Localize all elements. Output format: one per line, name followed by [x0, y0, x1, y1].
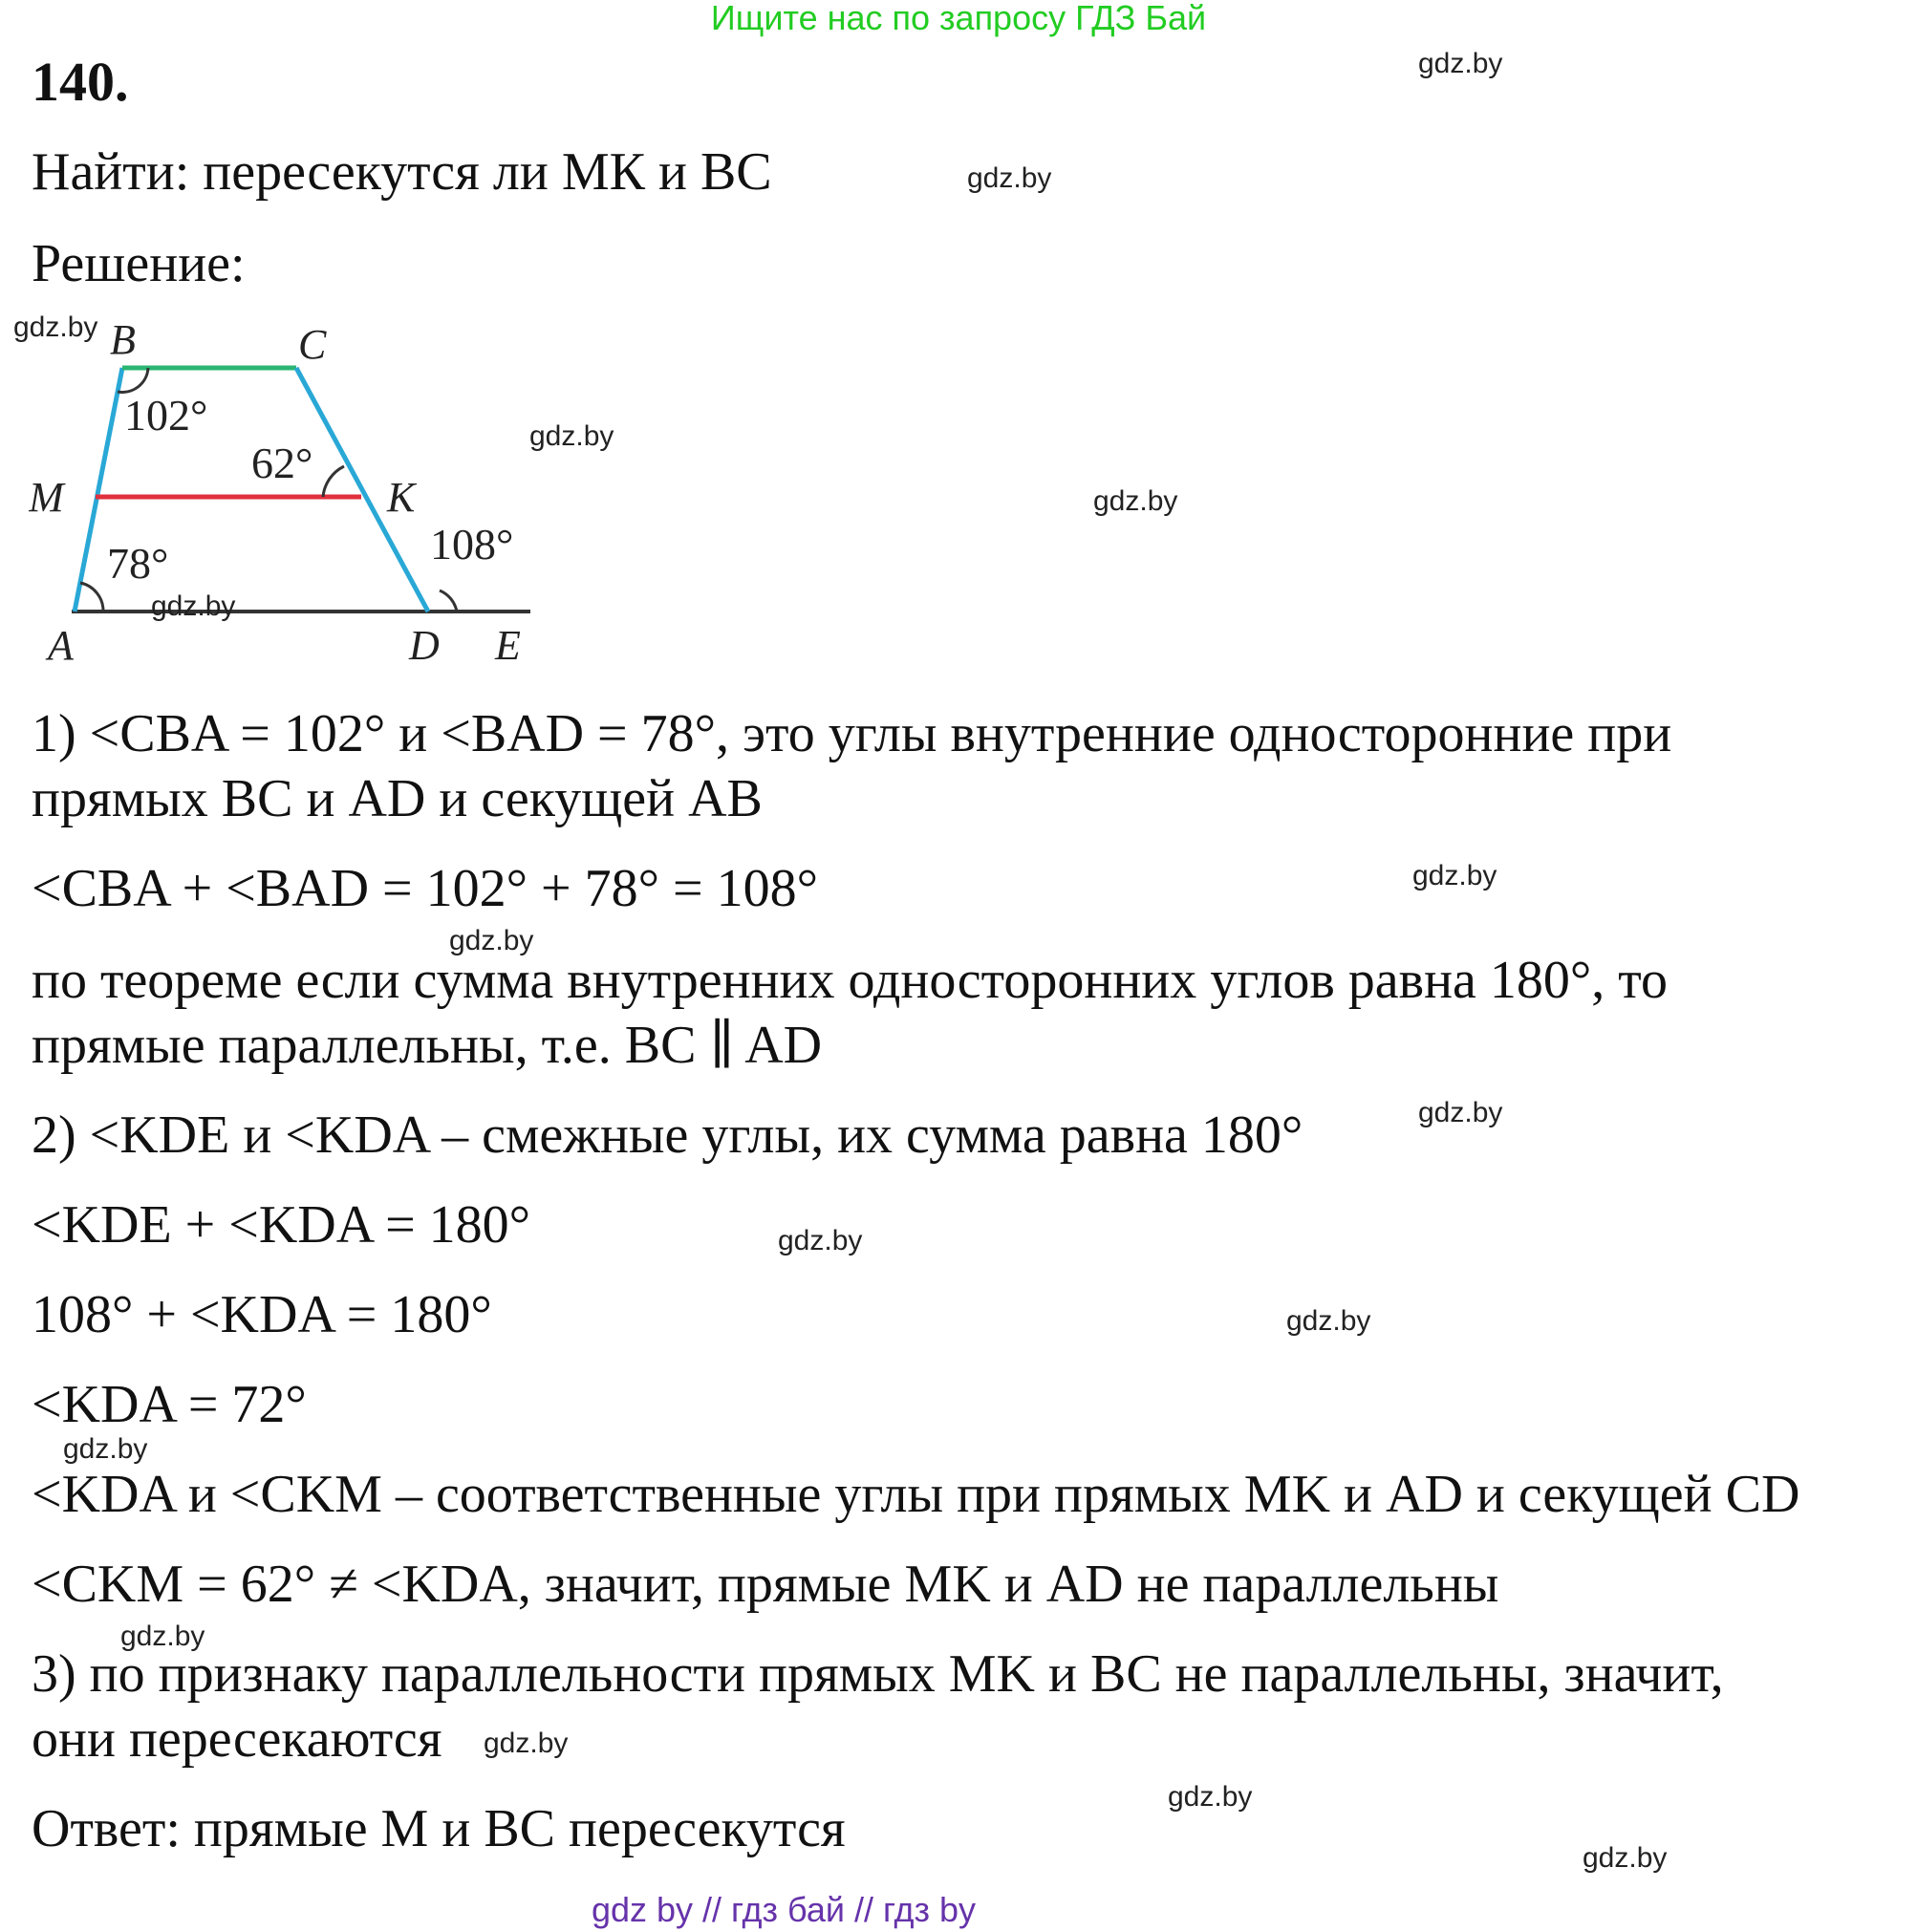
- watermark: gdz.by: [1412, 860, 1497, 891]
- watermark: gdz.by: [967, 162, 1052, 194]
- label-e: E: [495, 622, 521, 669]
- solution-line-6: 2) <KDE и <KDA – смежные углы, их сумма равна 180°: [32, 1106, 1303, 1165]
- watermark: gdz.by: [778, 1225, 863, 1256]
- angle-a-label: 78°: [107, 539, 169, 588]
- watermark: gdz.by: [529, 420, 614, 452]
- solution-line-11: <CKM = 62° ≠ <KDA, значит, прямые MK и AD не параллельны: [32, 1555, 1499, 1614]
- solution-line-13: они пересекаются: [32, 1709, 442, 1769]
- angle-d-label: 108°: [430, 520, 514, 569]
- problem-number: 140.: [32, 51, 129, 113]
- watermark: gdz.by: [151, 590, 236, 622]
- trapezoid-figure: [29, 306, 545, 678]
- solution-line-2: прямых BC и AD и секущей AB: [32, 769, 763, 828]
- watermark: gdz.by: [1583, 1842, 1668, 1874]
- label-d: D: [409, 622, 440, 669]
- watermark: gdz.by: [1286, 1305, 1371, 1337]
- watermark: gdz.by: [120, 1621, 205, 1652]
- top-banner[interactable]: Ищите нас по запросу ГДЗ Бай: [710, 0, 1207, 37]
- footer-links[interactable]: gdz by // гдз бай // гдз by: [591, 1890, 977, 1929]
- solution-line-8: 108° + <KDA = 180°: [32, 1285, 492, 1344]
- watermark: gdz.by: [13, 311, 98, 343]
- solution-line-9: <KDA = 72°: [32, 1375, 307, 1434]
- label-c: C: [298, 321, 327, 368]
- angle-b-label: 102°: [124, 391, 208, 440]
- watermark: gdz.by: [1418, 1097, 1503, 1128]
- find-line: Найти: пересекутся ли МК и ВС: [32, 142, 772, 202]
- answer-line: Ответ: прямые М и ВС пересекутся: [32, 1799, 846, 1858]
- solution-line-4: по теореме если сумма внутренних односторонних углов равна 180°, то: [32, 951, 1669, 1010]
- watermark: gdz.by: [1093, 485, 1178, 517]
- watermark: gdz.by: [484, 1728, 569, 1759]
- angle-a-arc: [80, 583, 103, 612]
- solution-line-12: 3) по признаку параллельности прямых MK и BC не параллельны, значит,: [32, 1644, 1724, 1704]
- solution-line-5: прямые параллельны, т.е. BC ∥ AD: [32, 1016, 823, 1075]
- watermark: gdz.by: [449, 925, 534, 956]
- label-m: M: [29, 474, 64, 521]
- watermark: gdz.by: [63, 1433, 148, 1465]
- solution-line-3: <CBA + <BAD = 102° + 78° = 108°: [32, 859, 818, 918]
- watermark: gdz.by: [1418, 48, 1503, 79]
- label-b: B: [110, 316, 136, 363]
- watermark: gdz.by: [1168, 1781, 1253, 1813]
- label-a: A: [48, 622, 74, 669]
- solution-label: Решение:: [32, 234, 246, 293]
- angle-k-label: 62°: [251, 439, 313, 487]
- angle-d-arc: [440, 590, 457, 612]
- solution-line-7: <KDE + <KDA = 180°: [32, 1195, 531, 1255]
- angle-k-arc: [323, 466, 344, 497]
- label-k: K: [387, 474, 416, 521]
- solution-line-1: 1) <CBA = 102° и <BAD = 78°, это углы внутренние односторонние при: [32, 704, 1672, 763]
- solution-line-10: <KDA и <CKM – соответственные углы при прямых MK и AD и секущей CD: [32, 1465, 1800, 1524]
